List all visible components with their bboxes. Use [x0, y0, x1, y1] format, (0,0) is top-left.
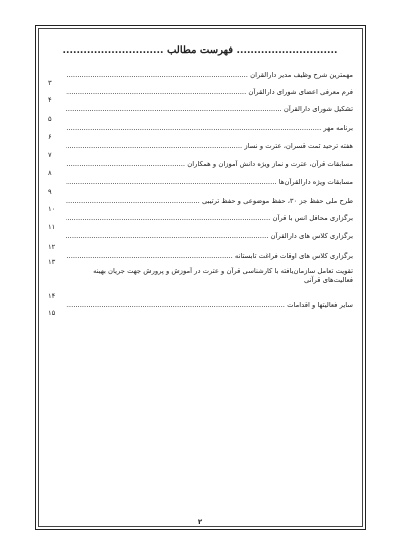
- table-of-contents: [48, 71, 353, 318]
- page-number: ۲: [197, 518, 203, 526]
- toc-entry[interactable]: [48, 124, 353, 142]
- toc-entry[interactable]: [48, 71, 353, 88]
- toc-entry-text: برگزاری کلاس های دارالقرآن .....: [66, 232, 353, 241]
- toc-entry[interactable]: [48, 88, 353, 105]
- toc-entry[interactable]: [48, 252, 353, 267]
- toc-entry-text: سایر فعالیتها و اقدامات .....: [66, 301, 353, 310]
- toc-entry-page: ۵: [48, 115, 52, 124]
- toc-entry-text: برنامه مهر .....: [66, 124, 353, 133]
- toc-entry[interactable]: [48, 232, 353, 252]
- toc-entry[interactable]: [48, 178, 353, 197]
- toc-entry[interactable]: [48, 214, 353, 232]
- toc-entry[interactable]: [48, 301, 353, 318]
- toc-entry-text: برگزاری کلاس های اوقات فراغت تابستانه .....: [66, 252, 353, 261]
- toc-entry-page: ۸: [48, 169, 52, 178]
- toc-entry-page: ۱۳: [48, 258, 56, 267]
- toc-entry-page: ۱۱: [48, 223, 56, 232]
- toc-entry-text: تقویت تعامل سازمان‌یافته با کارشناسی قرآن و عترت در آموزش و پرورش جهت جریان بهینه فعالیت‌های قرآنی: [93, 267, 353, 284]
- toc-entry-text: مسابقات ویژه دارالقرآن‌ها .....: [66, 178, 353, 187]
- toc-entry[interactable]: [48, 105, 353, 124]
- toc-entry-page: ۴: [48, 96, 52, 105]
- toc-entry[interactable]: [48, 267, 353, 301]
- toc-entry-page: ۶: [48, 133, 52, 142]
- toc-title: ............................. فهرست مطالب .............................: [62, 45, 338, 56]
- toc-entry-text: مهمترین شرح وظیف مدیر دارالقران .....: [66, 71, 353, 80]
- toc-entry-text: برگزاری محافل انس با قرآن .....: [66, 214, 353, 223]
- toc-entry-page: ۱۴: [48, 292, 56, 301]
- toc-entry-page: ۹: [48, 188, 52, 197]
- toc-entry-text: تشکیل شورای دارالقرآن .....: [66, 105, 353, 114]
- toc-entry-text: فرم معرفی اعضای شورای دارالقرآن .....: [66, 88, 353, 97]
- toc-entry[interactable]: [48, 197, 353, 214]
- toc-entry-page: ۱۵: [48, 309, 56, 318]
- toc-entry-page: ۳: [48, 79, 52, 88]
- toc-entry[interactable]: [48, 142, 353, 160]
- toc-entry-page: ۷: [48, 151, 52, 160]
- toc-entry[interactable]: [48, 160, 353, 178]
- toc-entry-text: هفته ترحید ثمت قسران، عترت و نساز .....: [66, 142, 353, 151]
- toc-entry-page: ۱۲: [48, 243, 56, 252]
- toc-entry-text: طرح ملی حفظ جز ۳۰، حفظ موضوعی و حفظ ترتیبی .....: [66, 197, 353, 206]
- toc-entry-page: ۱۰: [48, 205, 56, 214]
- toc-entry-text: مسابقات قرآن، عترت و نماز ویژه دانش آموزان و همکاران .....: [66, 160, 353, 169]
